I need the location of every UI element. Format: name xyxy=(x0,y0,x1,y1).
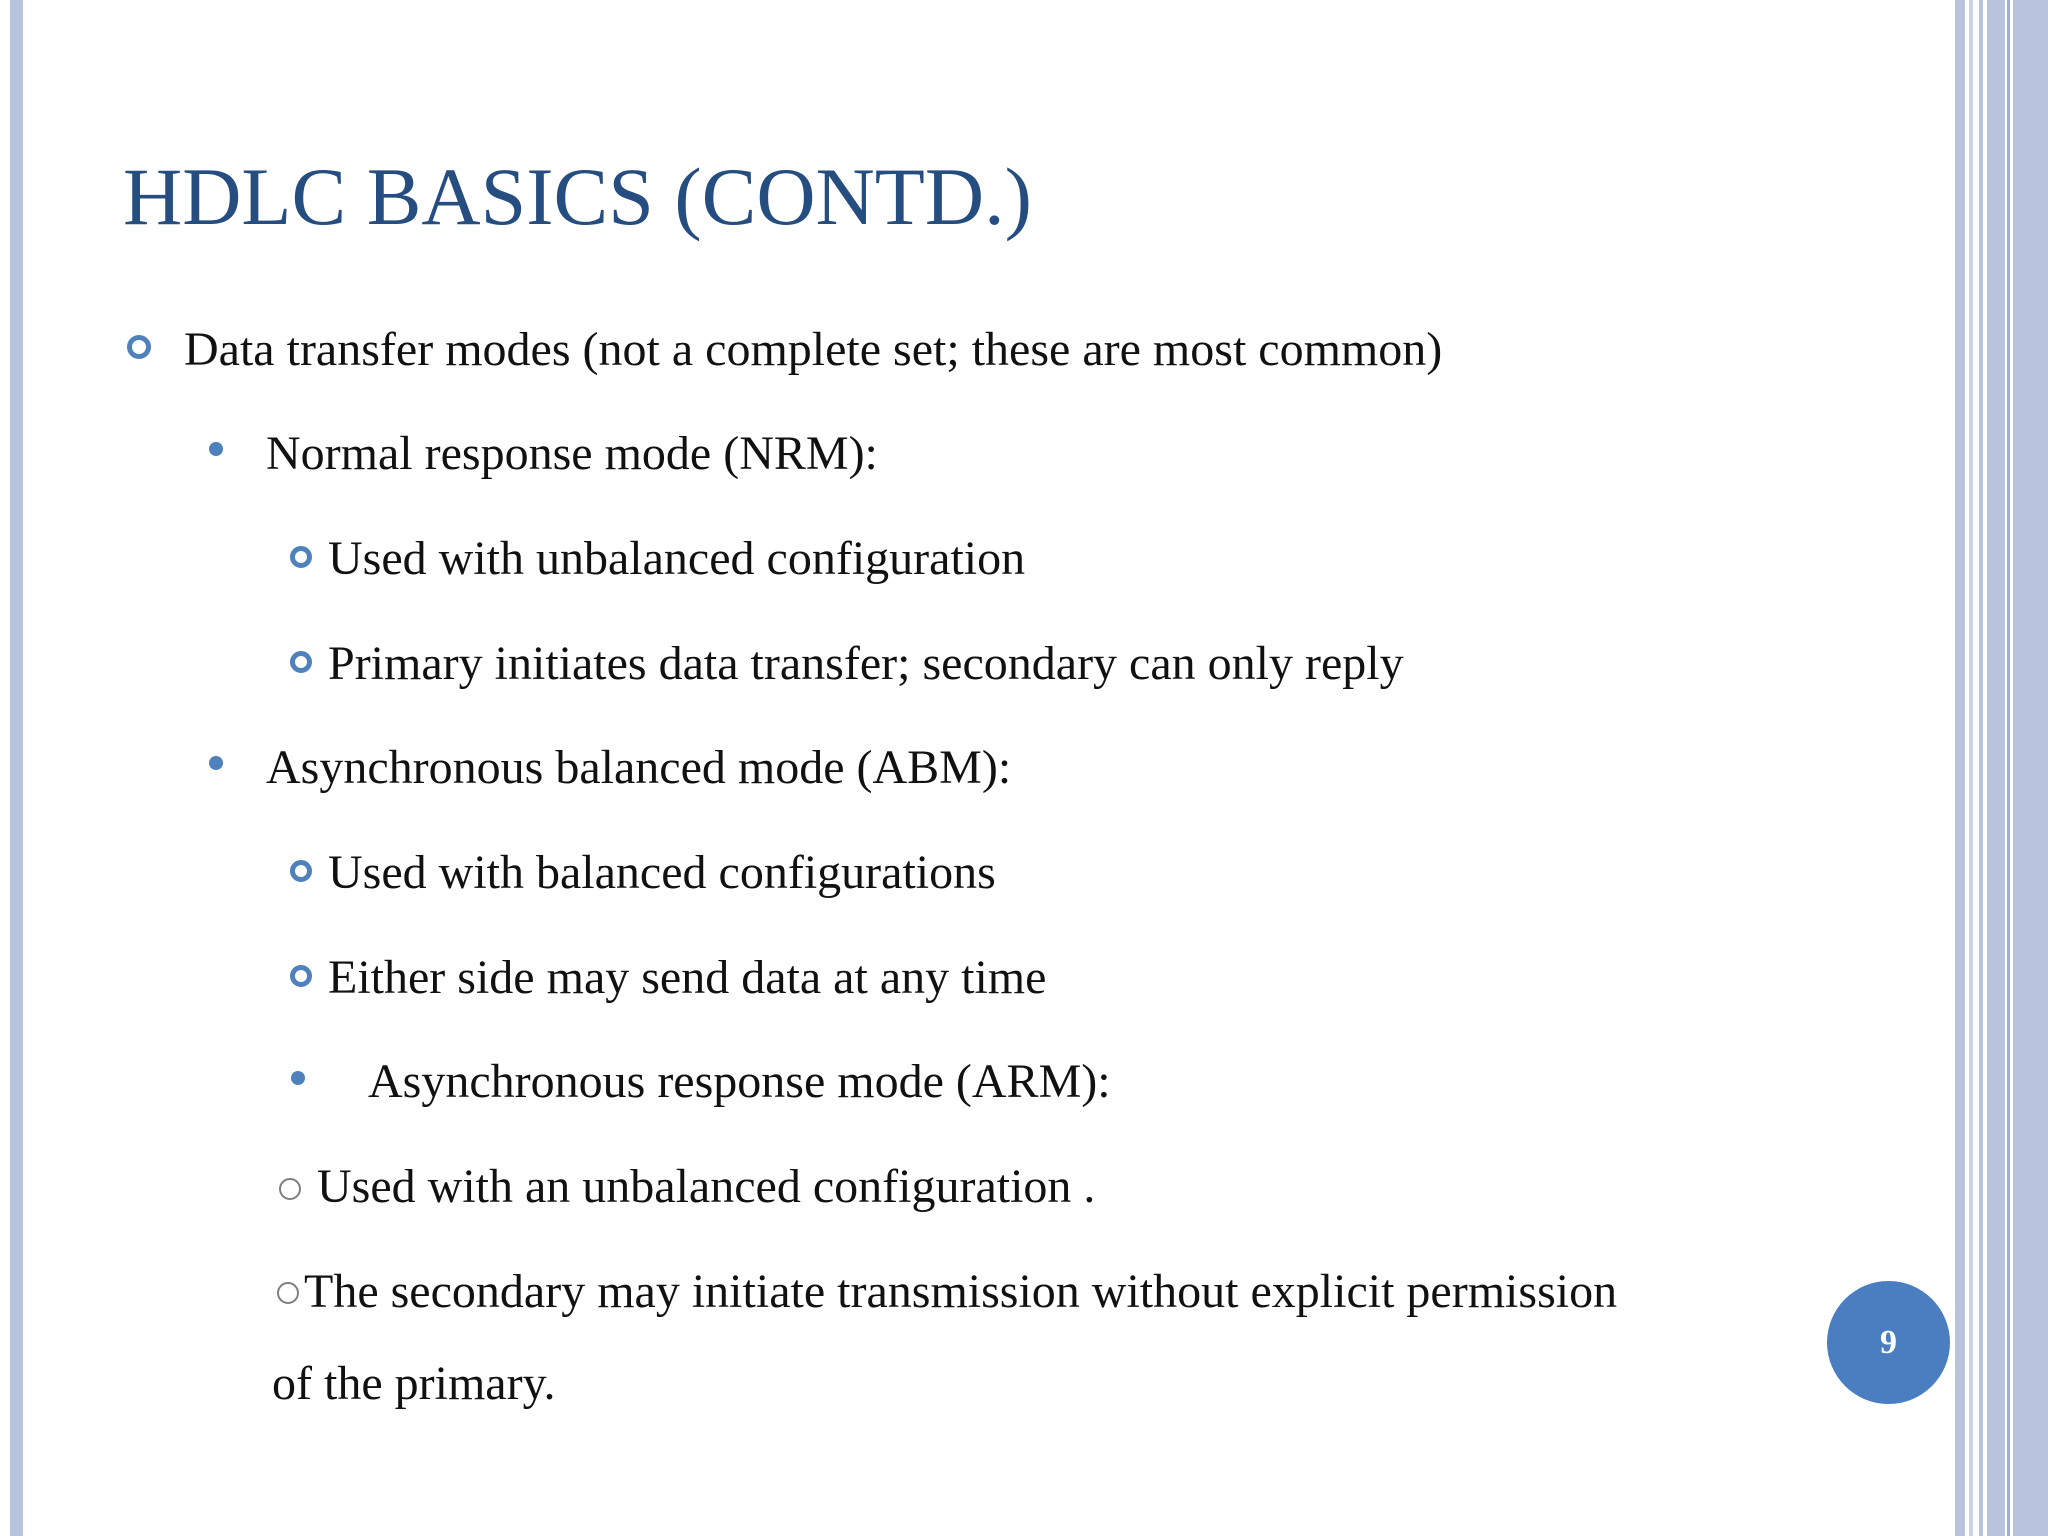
ring-bullet-icon xyxy=(290,546,312,568)
bullet-text: Either side may send data at any time xyxy=(328,951,1047,1004)
hollow-bullet-icon xyxy=(277,1282,299,1304)
bullet-text: Primary initiates data transfer; secondary can only reply xyxy=(328,637,1404,690)
bullet-text: The secondary may initiate transmission without explicit permission xyxy=(304,1265,1618,1318)
bullet-text: Used with unbalanced configuration xyxy=(328,532,1026,585)
bullet-text: Used with an unbalanced configuration . xyxy=(317,1160,1096,1213)
stripe xyxy=(1955,0,1965,1536)
stripe xyxy=(2007,0,2010,1536)
dot-bullet-icon xyxy=(209,756,223,770)
bullet-text: Data transfer modes (not a complete set; these are most common) xyxy=(184,323,1443,376)
stripe xyxy=(1969,0,1973,1536)
ring-bullet-icon xyxy=(290,651,312,673)
ring-bullet-icon xyxy=(127,335,151,359)
right-decorative-stripes xyxy=(1955,0,2048,1536)
page-number-badge: 9 xyxy=(1827,1281,1950,1404)
bullet-text: Asynchronous balanced mode (ABM): xyxy=(266,741,1012,794)
bullet-text: Asynchronous response mode (ARM): xyxy=(368,1055,1111,1108)
bullet-text-continuation: of the primary. xyxy=(272,1357,556,1410)
bullet-text: Used with balanced configurations xyxy=(328,846,996,899)
ring-bullet-icon xyxy=(290,965,312,987)
dot-bullet-icon xyxy=(209,442,223,456)
ring-bullet-icon xyxy=(290,860,312,882)
bullet-text: Normal response mode (NRM): xyxy=(266,427,878,480)
stripe xyxy=(1987,0,2005,1536)
dot-bullet-icon xyxy=(291,1071,305,1085)
left-border-stripe xyxy=(10,0,23,1536)
stripe xyxy=(1979,0,1983,1536)
hollow-bullet-icon xyxy=(279,1178,301,1200)
slide-title: HDLC BASICS (CONTD.) xyxy=(123,151,1032,242)
stripe xyxy=(2013,0,2048,1536)
